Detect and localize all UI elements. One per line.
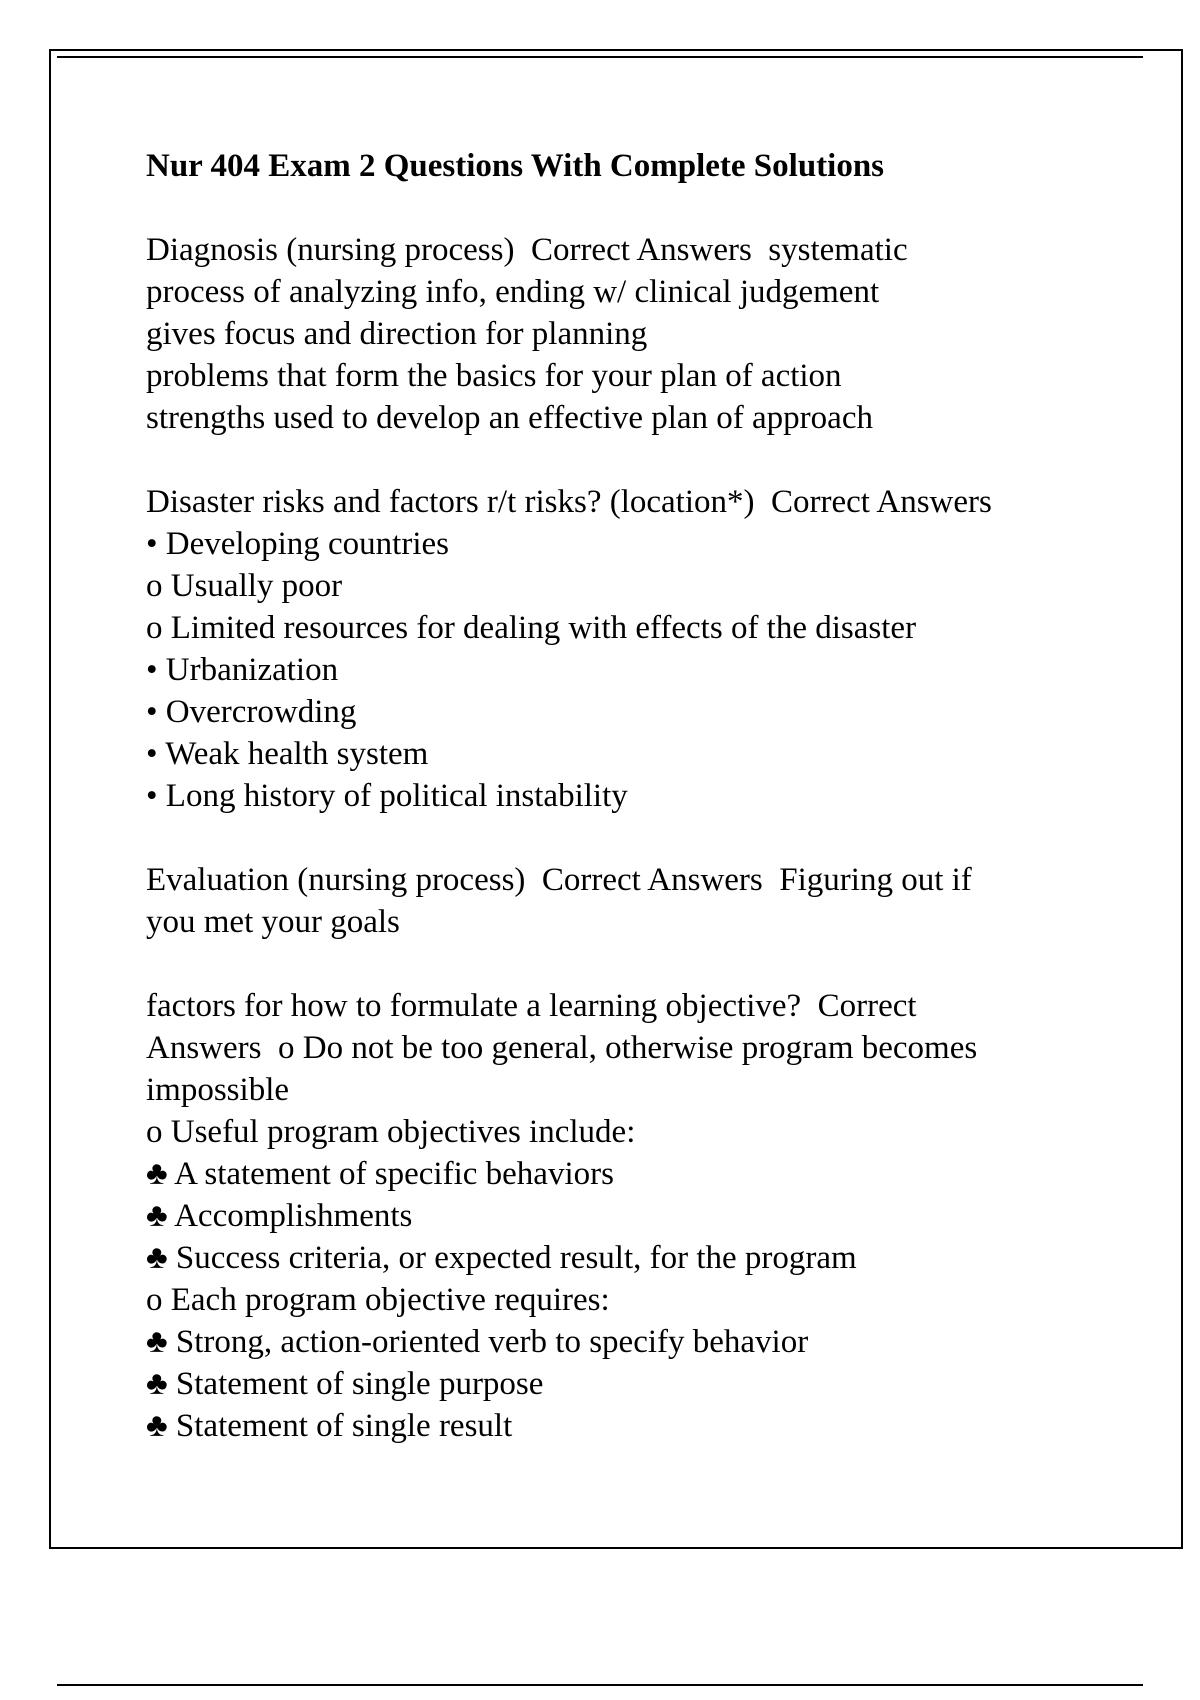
list-item: • Weak health system <box>146 736 429 772</box>
text-line: Diagnosis (nursing process) Correct Answers systematic <box>146 232 908 268</box>
qa-block-diagnosis <box>146 229 1096 439</box>
text-line: problems that form the basics for your plan of action <box>146 358 842 394</box>
list-item: ♣ Statement of single purpose <box>146 1366 544 1402</box>
list-item: o Usually poor <box>146 568 343 604</box>
text-line: strengths used to develop an effective plan of approach <box>146 400 873 436</box>
text-line: impossible <box>146 1072 290 1108</box>
list-item: o Each program objective requires: <box>146 1282 610 1318</box>
list-item: ♣ Accomplishments <box>146 1198 413 1234</box>
qa-block-evaluation <box>146 859 1096 943</box>
list-item: • Overcrowding <box>146 694 357 730</box>
text-line: factors for how to formulate a learning objective? Correct <box>146 988 917 1024</box>
document-title: Nur 404 Exam 2 Questions With Complete Solutions <box>146 148 885 184</box>
text-line: gives focus and direction for planning <box>146 316 648 352</box>
qa-block-learning-objective <box>146 985 1096 1447</box>
list-item: o Useful program objectives include: <box>146 1114 636 1150</box>
list-item: • Urbanization <box>146 652 339 688</box>
qa-block-disaster-risks <box>146 481 1096 817</box>
text-line: you met your goals <box>146 904 400 940</box>
document-body <box>146 145 1096 1489</box>
list-item: ♣ Strong, action-oriented verb to specify behavior <box>146 1324 809 1360</box>
list-item: • Long history of political instability <box>146 778 628 814</box>
list-item: ♣ Statement of single result <box>146 1408 513 1444</box>
text-line: process of analyzing info, ending w/ clinical judgement <box>146 274 880 310</box>
list-item: • Developing countries <box>146 526 449 562</box>
list-item: ♣ Success criteria, or expected result, for the program <box>146 1240 857 1276</box>
footer-rule <box>57 1684 1143 1686</box>
text-line: Disaster risks and factors r/t risks? (location*) Correct Answers <box>146 484 992 520</box>
text-line: Evaluation (nursing process) Correct Answers Figuring out if <box>146 862 972 898</box>
text-line: Answers o Do not be too general, otherwise program becomes <box>146 1030 978 1066</box>
list-item: o Limited resources for dealing with effects of the disaster <box>146 610 917 646</box>
list-item: ♣ A statement of specific behaviors <box>146 1156 614 1192</box>
header-rule <box>57 56 1143 58</box>
